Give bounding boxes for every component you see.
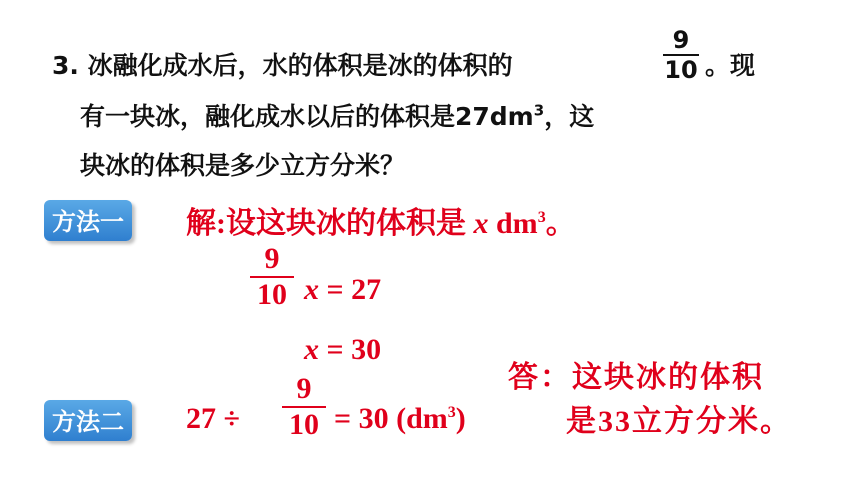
problem-line2-text: 有一块冰，融化成水以后的体积是27dm — [80, 102, 534, 131]
let-variable: x — [473, 207, 489, 240]
method2-badge: 方法二 — [44, 400, 132, 441]
problem-line-2 — [80, 97, 594, 133]
let-unit: dm — [496, 207, 538, 240]
method2-rhs — [334, 402, 466, 436]
problem-line2-sup: 3 — [533, 101, 545, 120]
answer-line-1: 答：这块冰的体积 — [508, 361, 764, 394]
method2-rhs-sup: 3 — [447, 404, 456, 421]
let-prefix: 解:设这块冰的体积是 — [186, 207, 466, 240]
method1-badge: 方法一 — [44, 200, 132, 241]
eq2-rhs: = 30 — [326, 333, 382, 366]
eq1-fraction — [250, 244, 294, 310]
equation-2 — [304, 333, 381, 367]
eq1-numerator: 9 — [264, 242, 280, 275]
fraction-numerator: 9 — [672, 26, 690, 54]
problem-number: 3. — [52, 51, 79, 80]
problem-line1-end: 。现 — [705, 51, 756, 80]
answer-line-2: 是33立方分米。 — [566, 405, 792, 438]
eq2-variable: x — [304, 333, 319, 366]
problem-line-1 — [52, 46, 513, 82]
method2-denominator: 10 — [289, 408, 319, 441]
method2-rhs-text: = 30 (dm — [334, 402, 448, 435]
let-end: 。 — [545, 207, 576, 240]
eq1-rhs: = 27 — [326, 273, 382, 306]
method1-let-statement — [186, 198, 576, 242]
method2-numerator: 9 — [296, 372, 312, 405]
let-unit-sup: 3 — [537, 209, 546, 226]
problem-fraction — [663, 28, 699, 82]
method2-fraction — [282, 374, 326, 440]
method2-lhs: 27 ÷ — [186, 402, 240, 435]
method2-rhs-end: ) — [455, 402, 466, 435]
eq1-variable: x — [304, 273, 319, 306]
eq1-denominator: 10 — [257, 278, 287, 311]
fraction-denominator: 10 — [664, 56, 698, 84]
problem-line-3: 块冰的体积是多少立方分米？ — [80, 151, 406, 180]
problem-line1-text: 冰融化成水后，水的体积是冰的体积的 — [87, 51, 513, 80]
problem-line2-end: ，这 — [544, 102, 595, 131]
equation-1 — [304, 273, 381, 307]
